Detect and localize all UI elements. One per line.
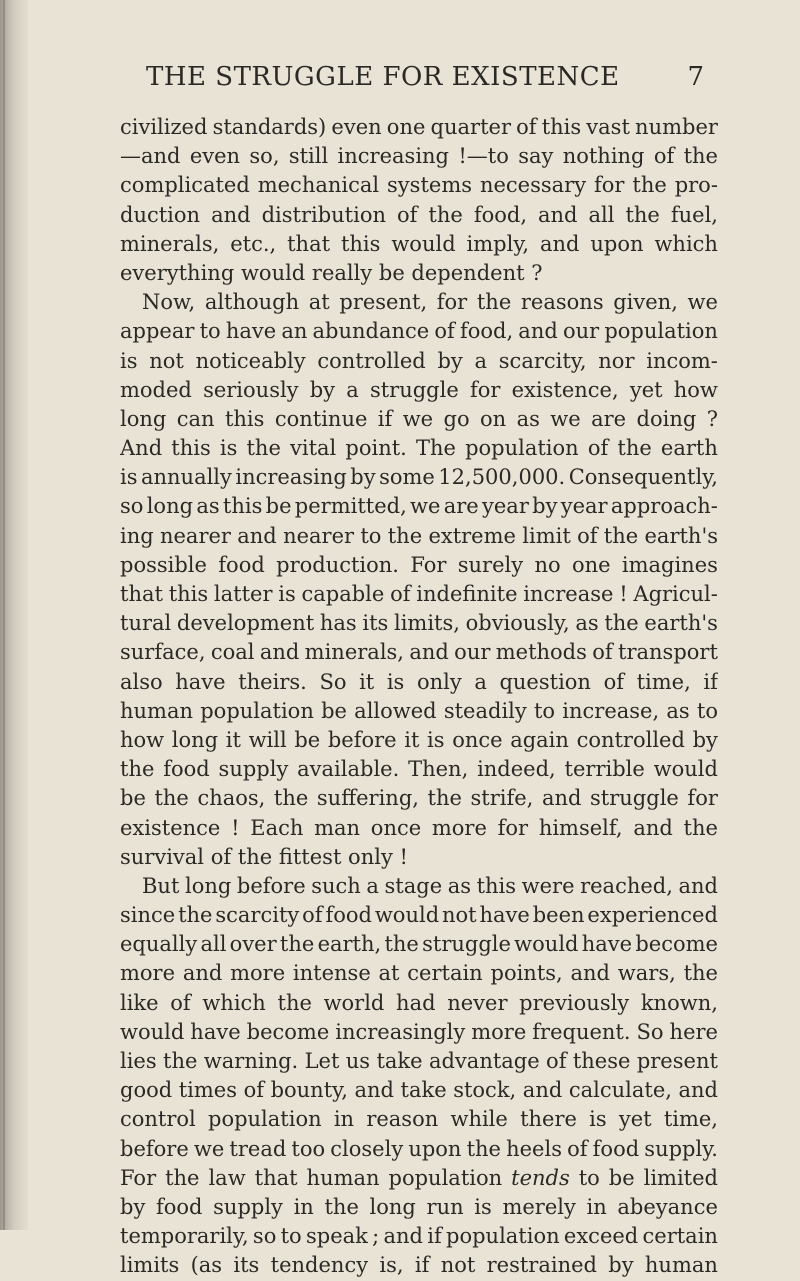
text-line: civilized standards) even one quarter of this vast number xyxy=(120,115,718,139)
text-line: is annually increasing by some 12,500,000. Consequently, xyxy=(120,465,718,490)
running-title: THE STRUGGLE FOR EXISTENCE xyxy=(146,62,620,92)
text-line: before we tread too closely upon the heels of food supply. xyxy=(120,1136,718,1161)
text-line: survival of the fittest only ! xyxy=(120,844,408,869)
text-line: control population in reason while there is yet time, xyxy=(120,1107,718,1132)
text-line: the food supply available. Then, indeed, terrible would xyxy=(120,757,718,782)
text-line: human population be allowed steadily to increase, as to xyxy=(120,698,718,723)
text-line: surface, coal and minerals, and our methods of transport xyxy=(120,640,718,665)
text-line: everything would really be dependent ? xyxy=(120,260,543,285)
text-line: Now, although at present, for the reasons given, we xyxy=(142,290,718,315)
text-line: long can this continue if we go on as we are doing ? xyxy=(120,406,718,431)
text-line: moded seriously by a struggle for existence, yet how xyxy=(120,377,718,402)
text-line: more and more intense at certain points, and wars, the xyxy=(120,961,718,986)
text-line: But long before such a stage as this were reached, and xyxy=(142,873,718,898)
text-line: so long as this be permitted, we are year by year approach- xyxy=(120,494,718,519)
text-line: ing nearer and nearer to the extreme limit of the earth's xyxy=(120,523,718,548)
text-line: lies the warning. Let us take advantage of these present xyxy=(120,1049,718,1073)
page-gutter-shadow xyxy=(0,0,28,1230)
text-line: possible food production. For surely no one imagines xyxy=(120,552,718,577)
binding-edge xyxy=(3,0,5,1230)
text-line: also have theirs. So it is only a question of time, if xyxy=(120,669,718,694)
text-line: would have become increasingly more frequent. So here xyxy=(120,1019,718,1044)
text-line: complicated mechanical systems necessary for the pro- xyxy=(120,173,718,198)
page-header xyxy=(146,62,704,102)
text-line: limits (as its tendency is, if not restrained by human xyxy=(120,1253,718,1278)
text-line: And this is the vital point. The population of the earth xyxy=(120,436,718,461)
text-line: that this latter is capable of indefinite increase ! Agricul- xyxy=(120,582,718,606)
page-number: 7 xyxy=(687,62,704,92)
text-line: is not noticeably controlled by a scarcity, nor incom- xyxy=(120,348,718,373)
text-line: appear to have an abundance of food, and our population xyxy=(120,319,718,344)
text-line: tural development has its limits, obviously, as the earth's xyxy=(120,611,718,636)
body-text xyxy=(120,113,718,1281)
text-line: be the chaos, the suffering, the strife, and struggle for xyxy=(120,786,718,811)
text-line: good times of bounty, and take stock, and calculate, and xyxy=(120,1078,718,1103)
text-line: For the law that human population tends to be limited xyxy=(120,1165,718,1190)
text-line: since the scarcity of food would not have been experienced xyxy=(120,903,718,928)
text-line: how long it will be before it is once again controlled by xyxy=(120,727,718,752)
text-line: existence ! Each man once more for himself, and the xyxy=(120,815,718,840)
text-line: like of which the world had never previously known, xyxy=(120,990,718,1015)
text-line: —and even so, still increasing !—to say nothing of the xyxy=(120,144,718,169)
text-line: minerals, etc., that this would imply, and upon which xyxy=(120,231,718,256)
text-line: duction and distribution of the food, and all the fuel, xyxy=(120,202,718,227)
text-line: temporarily, so to speak ; and if population exceed certain xyxy=(120,1224,718,1249)
text-line: by food supply in the long run is merely in abeyance xyxy=(120,1194,718,1219)
text-line: equally all over the earth, the struggle would have become xyxy=(120,932,718,957)
